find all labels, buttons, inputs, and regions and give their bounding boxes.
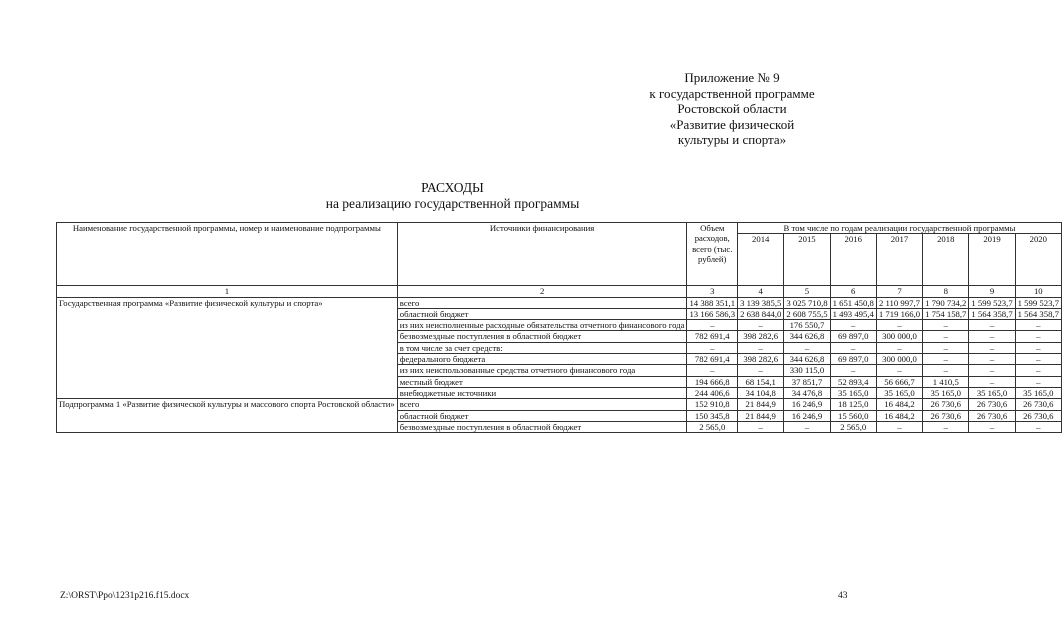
appendix-line: Ростовской области <box>677 101 787 116</box>
year-value: – <box>923 320 969 331</box>
year-value: – <box>969 320 1015 331</box>
year-value: 1 493 495,4 <box>830 308 876 319</box>
total-value: 150 345,8 <box>687 410 738 421</box>
header-volume: Объем расходов, всего (тыс. рублей) <box>687 223 738 286</box>
column-number: 10 <box>1015 286 1061 297</box>
year-value: 69 897,0 <box>830 331 876 342</box>
year-value: – <box>969 331 1015 342</box>
year-value: 330 115,0 <box>784 365 830 376</box>
year-value: – <box>830 365 876 376</box>
year-value: – <box>876 421 922 432</box>
year-value: 1 790 734,2 <box>923 297 969 308</box>
total-value: 782 691,4 <box>687 331 738 342</box>
year-value: 26 730,6 <box>969 399 1015 410</box>
funding-source: из них неисполненные расходные обязательства отчетного финансового года <box>397 320 687 331</box>
year-value: 37 851,7 <box>784 376 830 387</box>
year-value: – <box>923 365 969 376</box>
footer-file-path: Z:\ORST\Ppo\1231p216.f15.docx <box>60 591 190 601</box>
funding-source: внебюджетные источники <box>397 387 687 398</box>
year-value: 176 550,7 <box>784 320 830 331</box>
funding-source: федерального бюджета <box>397 354 687 365</box>
year-value: 398 282,6 <box>738 354 784 365</box>
year-value: 300 000,0 <box>876 354 922 365</box>
year-value: 35 165,0 <box>830 387 876 398</box>
year-value: – <box>876 342 922 353</box>
funding-source: безвозмездные поступления в областной бюджет <box>397 331 687 342</box>
column-number: 1 <box>57 286 398 297</box>
year-value: 68 154,1 <box>738 376 784 387</box>
year-value: – <box>738 320 784 331</box>
year-value: 398 282,6 <box>738 331 784 342</box>
year-value: – <box>1015 331 1061 342</box>
total-value: – <box>687 365 738 376</box>
footer-page-number: 43 <box>838 591 848 601</box>
year-value: 2 110 997,7 <box>876 297 922 308</box>
year-value: 26 730,6 <box>1015 410 1061 421</box>
column-number: 8 <box>923 286 969 297</box>
header-source: Источники финансирования <box>397 223 687 286</box>
year-value: – <box>1015 354 1061 365</box>
year-value: – <box>830 320 876 331</box>
column-number: 2 <box>397 286 687 297</box>
column-numbers-row <box>57 286 1062 297</box>
title-heading: РАСХОДЫ <box>421 180 484 195</box>
year-value: 1 564 358,7 <box>969 308 1015 319</box>
header-year: 2017 <box>876 234 922 286</box>
year-value: 344 626,8 <box>784 354 830 365</box>
year-value: 26 730,6 <box>923 410 969 421</box>
year-value: – <box>830 342 876 353</box>
year-value: 34 104,8 <box>738 387 784 398</box>
year-value: – <box>876 320 922 331</box>
year-value: – <box>738 365 784 376</box>
total-value: 244 406,6 <box>687 387 738 398</box>
year-value: – <box>1015 365 1061 376</box>
total-value: 194 666,8 <box>687 376 738 387</box>
header-year: 2015 <box>784 234 830 286</box>
year-value: 15 560,0 <box>830 410 876 421</box>
table-row <box>57 297 1062 308</box>
year-value: – <box>969 342 1015 353</box>
title-subheading: на реализацию государственной программы <box>325 196 580 211</box>
appendix-block <box>617 70 847 148</box>
funding-source: всего <box>397 399 687 410</box>
total-value: 152 910,8 <box>687 399 738 410</box>
year-value: 2 608 755,5 <box>784 308 830 319</box>
year-value: 16 246,9 <box>784 410 830 421</box>
header-year: 2018 <box>923 234 969 286</box>
year-value: – <box>923 354 969 365</box>
year-value: – <box>738 421 784 432</box>
funding-source: областной бюджет <box>397 308 687 319</box>
header-name: Наименование государственной программы, номер и наименование подпрограммы <box>57 223 398 286</box>
year-value: 2 638 844,0 <box>738 308 784 319</box>
column-number: 5 <box>784 286 830 297</box>
year-value: 18 125,0 <box>830 399 876 410</box>
year-value: 3 139 385,5 <box>738 297 784 308</box>
appendix-line: к государственной программе <box>649 85 815 101</box>
header-row <box>57 223 1062 234</box>
program-name: Подпрограмма 1 «Развитие физической культуры и массового спорта Ростовской области» <box>57 399 398 433</box>
year-value: – <box>969 421 1015 432</box>
column-number: 9 <box>969 286 1015 297</box>
year-value: 3 025 710,8 <box>784 297 830 308</box>
total-value: 14 388 351,1 <box>687 297 738 308</box>
year-value: – <box>923 342 969 353</box>
funding-source: в том числе за счет средств: <box>397 342 687 353</box>
year-value: – <box>876 365 922 376</box>
total-value: 2 565,0 <box>687 421 738 432</box>
year-value: – <box>1015 342 1061 353</box>
year-value: – <box>923 331 969 342</box>
year-value: 34 476,8 <box>784 387 830 398</box>
column-number: 4 <box>738 286 784 297</box>
year-value: 26 730,6 <box>1015 399 1061 410</box>
funding-source: местный бюджет <box>397 376 687 387</box>
table-row <box>57 399 1062 410</box>
year-value: – <box>784 421 830 432</box>
year-value: 35 165,0 <box>1015 387 1061 398</box>
expenses-table <box>56 222 1062 433</box>
header-year: 2020 <box>1015 234 1061 286</box>
year-value: 1 719 166,0 <box>876 308 922 319</box>
appendix-line: Приложение № 9 <box>684 70 780 85</box>
year-value: 1 564 358,7 <box>1015 308 1061 319</box>
year-value: – <box>1015 320 1061 331</box>
total-value: 782 691,4 <box>687 354 738 365</box>
year-value: 21 844,9 <box>738 410 784 421</box>
year-value: – <box>923 421 969 432</box>
year-value: 35 165,0 <box>923 387 969 398</box>
year-value: 35 165,0 <box>969 387 1015 398</box>
year-value: 1 599 523,7 <box>969 297 1015 308</box>
total-value: 13 166 586,3 <box>687 308 738 319</box>
header-year: 2016 <box>830 234 876 286</box>
year-value: – <box>738 342 784 353</box>
total-value: – <box>687 342 738 353</box>
funding-source: всего <box>397 297 687 308</box>
year-value: 26 730,6 <box>923 399 969 410</box>
header-year: 2019 <box>969 234 1015 286</box>
year-value: 2 565,0 <box>830 421 876 432</box>
column-number: 7 <box>876 286 922 297</box>
program-name: Государственная программа «Развитие физической культуры и спорта» <box>57 297 398 399</box>
year-value: 69 897,0 <box>830 354 876 365</box>
header-year: 2014 <box>738 234 784 286</box>
year-value: 16 484,2 <box>876 399 922 410</box>
year-value: 52 893,4 <box>830 376 876 387</box>
total-value: – <box>687 320 738 331</box>
year-value: – <box>1015 376 1061 387</box>
year-value: 1 599 523,7 <box>1015 297 1061 308</box>
document-title <box>0 180 905 212</box>
year-value: 16 484,2 <box>876 410 922 421</box>
funding-source: из них неиспользованные средства отчетного финансового года <box>397 365 687 376</box>
appendix-line: культуры и спорта» <box>677 132 787 147</box>
appendix-line: «Развитие физической <box>669 116 795 132</box>
year-value: – <box>1015 421 1061 432</box>
year-value: 26 730,6 <box>969 410 1015 421</box>
column-number: 6 <box>830 286 876 297</box>
year-value: 300 000,0 <box>876 331 922 342</box>
funding-source: безвозмездные поступления в областной бюджет <box>397 421 687 432</box>
year-value: 1 410,5 <box>923 376 969 387</box>
header-years-caption: В том числе по годам реализации государственной программы <box>738 223 1062 234</box>
year-value: 1 754 158,7 <box>923 308 969 319</box>
funding-source: областной бюджет <box>397 410 687 421</box>
year-value: – <box>969 354 1015 365</box>
year-value: 1 651 450,8 <box>830 297 876 308</box>
year-value: – <box>969 365 1015 376</box>
year-value: 35 165,0 <box>876 387 922 398</box>
year-value: 16 246,9 <box>784 399 830 410</box>
year-value: – <box>969 376 1015 387</box>
year-value: 344 626,8 <box>784 331 830 342</box>
year-value: – <box>784 342 830 353</box>
year-value: 21 844,9 <box>738 399 784 410</box>
year-value: 56 666,7 <box>876 376 922 387</box>
column-number: 3 <box>687 286 738 297</box>
